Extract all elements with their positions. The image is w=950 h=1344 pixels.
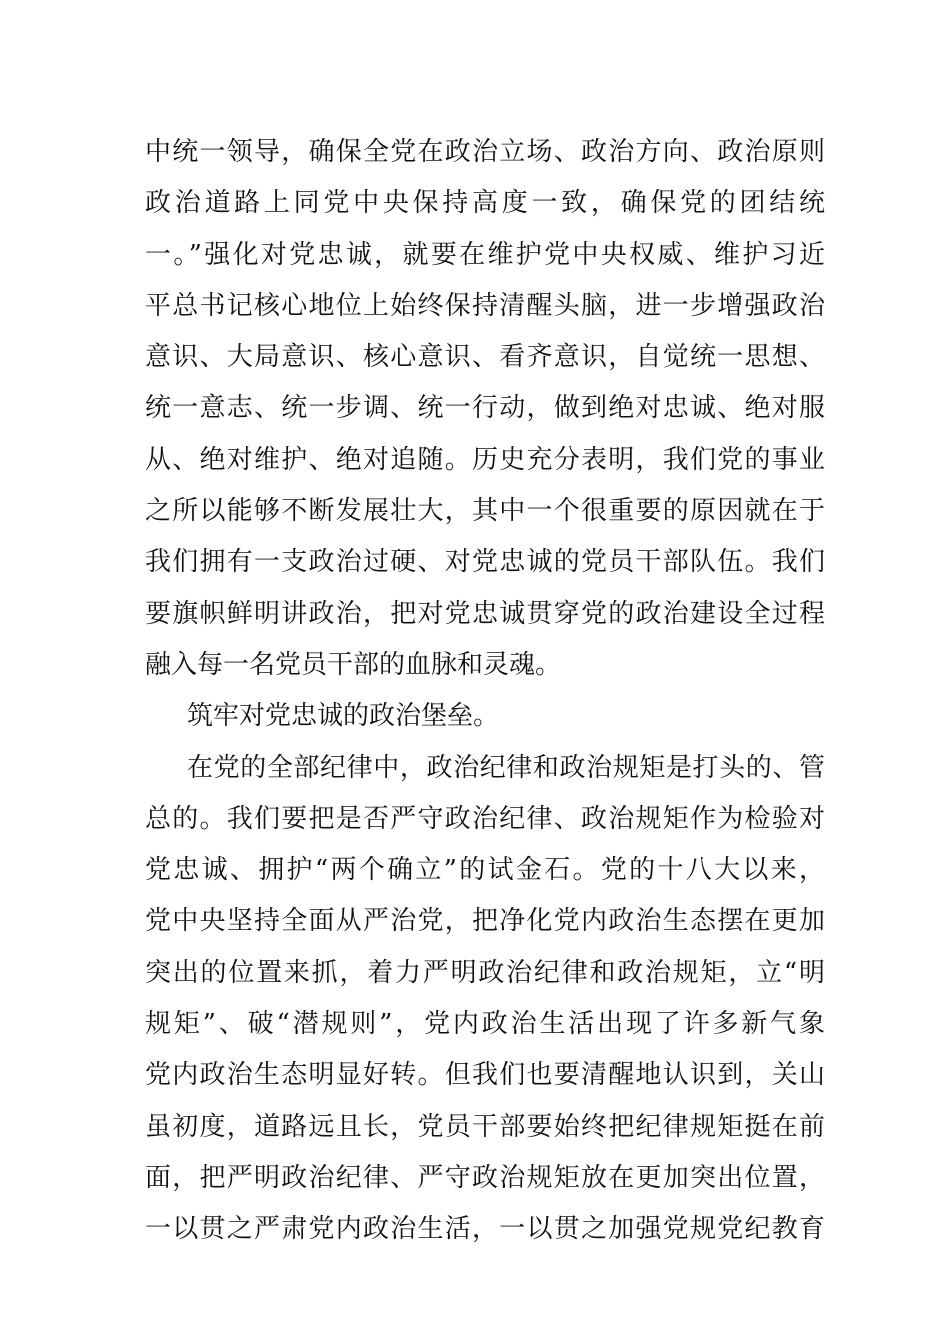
text-line: 要旗帜鲜明讲政治，把对党忠诚贯穿党的政治建设全过程 [145,598,825,629]
text-line: 意识、大局意识、核心意识、看齐意识，自觉统一思想、 [145,342,825,373]
text-line: 一。”强化对党忠诚，就要在维护党中央权威、维护习近 [145,239,825,270]
text-line: 统一意志、统一步调、统一行动，做到绝对忠诚、绝对服 [145,393,825,424]
text-line: 规矩”、破“潜规则”，党内政治生活出现了许多新气象 [145,1009,825,1040]
text-line: 党忠诚、拥护“两个确立”的试金石。党的十八大以来， [145,855,825,886]
text-line: 我们拥有一支政治过硬、对党忠诚的党员干部队伍。我们 [145,547,825,578]
text-line: 政治道路上同党中央保持高度一致，确保党的团结统 [145,188,825,219]
text-line: 一以贯之严肃党内政治生活，一以贯之加强党规党纪教育 [145,1214,825,1245]
text-line: 之所以能够不断发展壮大，其中一个很重要的原因就在于 [145,496,825,527]
text-line: 平总书记核心地位上始终保持清醒头脑，进一步增强政治 [145,290,825,321]
text-line: 中统一领导，确保全党在政治立场、政治方向、政治原则 [145,137,825,167]
text-line: 从、绝对维护、绝对追随。历史充分表明，我们党的事业 [145,444,825,475]
text-line: 党内政治生态明显好转。但我们也要清醒地认识到，关山 [145,1060,825,1091]
body-text [145,127,825,1256]
text-line: 在党的全部纪律中，政治纪律和政治规矩是打头的、管 [187,752,825,783]
text-line: 虽初度，道路远且长，党员干部要始终把纪律规矩挺在前 [145,1111,825,1142]
text-line: 融入每一名党员干部的血脉和灵魂。 [145,649,562,680]
text-line: 面，把严明政治纪律、严守政治规矩放在更加突出位置， [145,1162,825,1193]
text-line: 党中央坚持全面从严治党，把净化党内政治生态摆在更加 [145,906,825,937]
text-line: 总的。我们要把是否严守政治纪律、政治规矩作为检验对 [145,803,825,834]
section-heading: 筑牢对党忠诚的政治堡垒。 [187,701,500,732]
text-line: 突出的位置来抓，着力严明政治纪律和政治规矩，立“明 [145,957,825,988]
